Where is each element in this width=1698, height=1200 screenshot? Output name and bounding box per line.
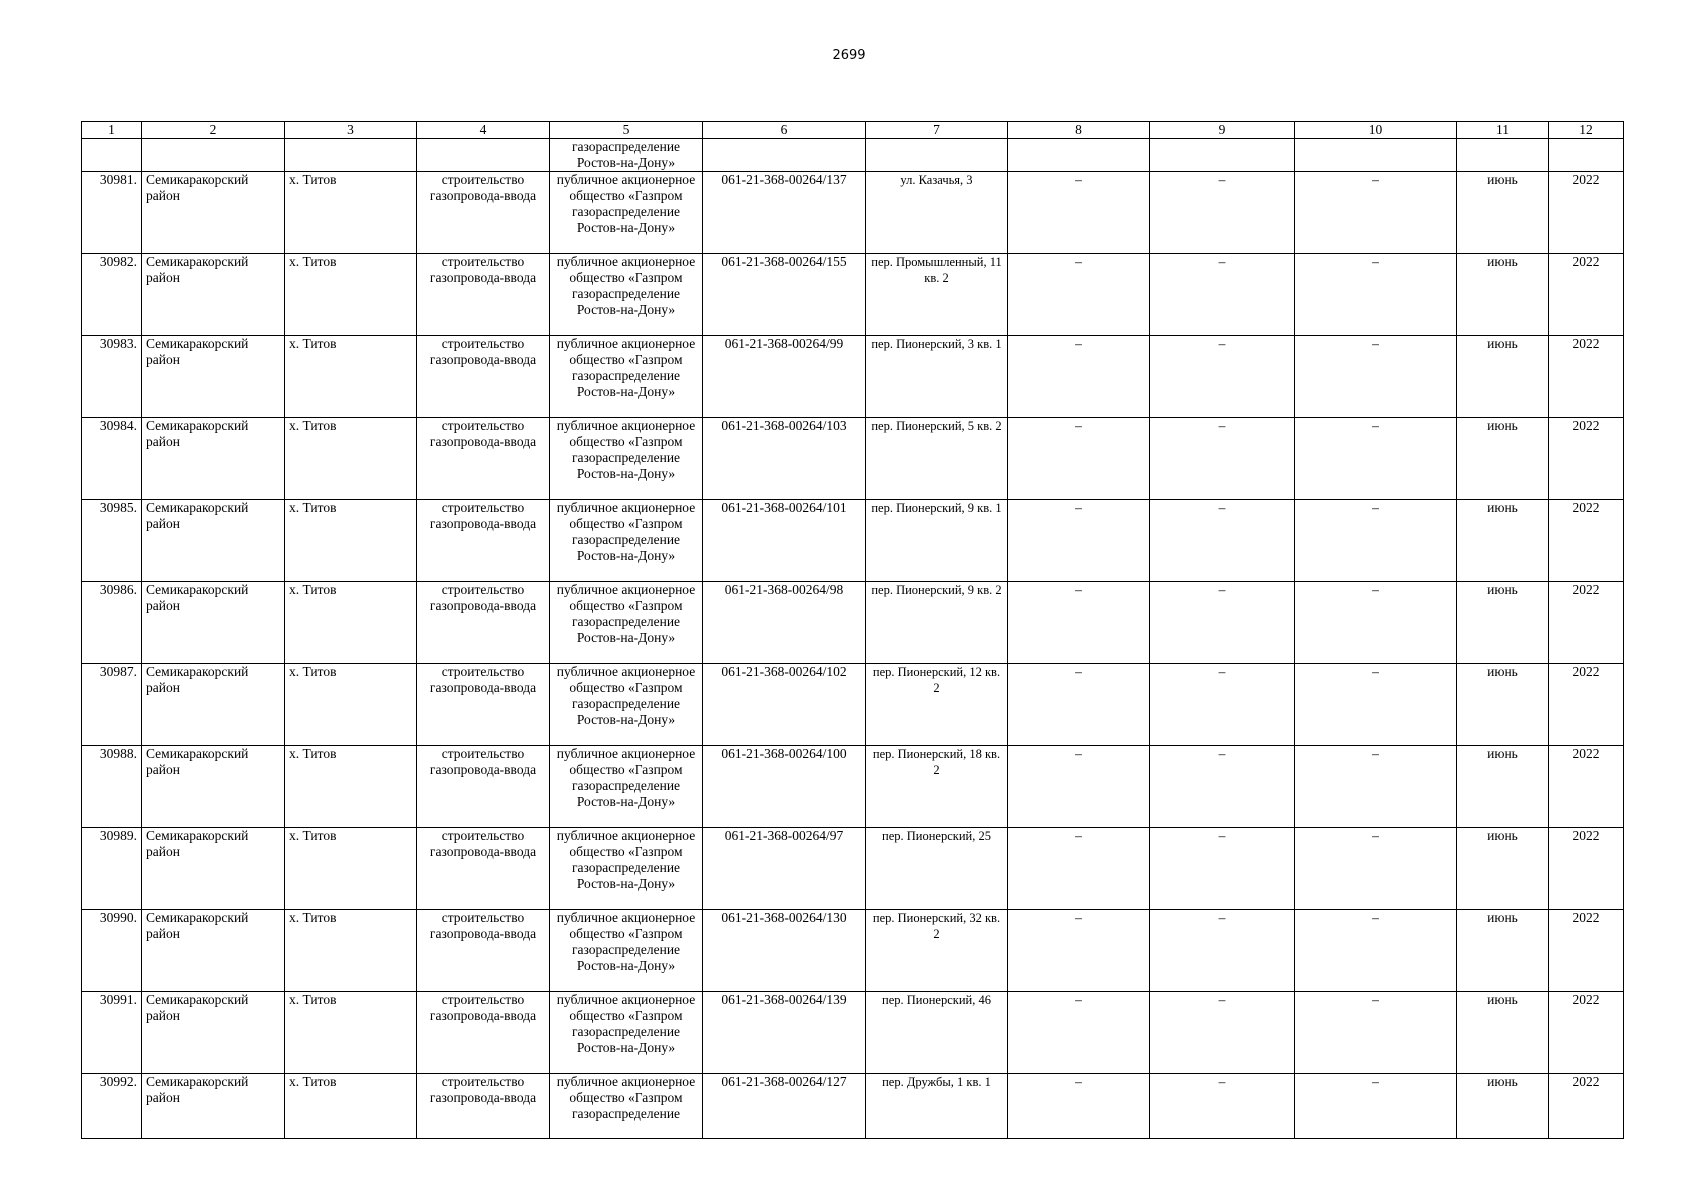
month-cell: июнь [1457,746,1549,828]
address-cell: пер. Пионерский, 12 кв. 2 [866,664,1008,746]
address-cell: пер. Пионерский, 32 кв. 2 [866,910,1008,992]
table-row [82,418,1624,500]
month-cell: июнь [1457,336,1549,418]
district-cell: Семикаракорский район [142,746,285,828]
work-type-cell: строительство газопровода-ввода [417,992,550,1074]
column-8-cell: – [1008,336,1150,418]
work-type-cell: строительство газопровода-ввода [417,746,550,828]
year-cell: 2022 [1549,418,1624,500]
address-cell: пер. Пионерский, 9 кв. 1 [866,500,1008,582]
year-cell: 2022 [1549,582,1624,664]
table-row [82,582,1624,664]
registration-code-cell: 061-21-368-00264/130 [703,910,866,992]
registration-code-cell: 061-21-368-00264/155 [703,254,866,336]
address-cell: пер. Пионерский, 25 [866,828,1008,910]
owner-cell: публичное акционерное общество «Газпром газораспределение Ростов-на-Дону» [550,582,703,664]
registration-code-cell: 061-21-368-00264/101 [703,500,866,582]
locality-cell: х. Титов [285,500,417,582]
locality-cell: х. Титов [285,172,417,254]
work-type-cell: строительство газопровода-ввода [417,418,550,500]
address-cell: пер. Пионерский, 18 кв. 2 [866,746,1008,828]
column-10-cell: – [1295,992,1457,1074]
year-cell: 2022 [1549,500,1624,582]
column-9-cell: – [1150,582,1295,664]
column-8-cell: – [1008,828,1150,910]
column-8-cell: – [1008,172,1150,254]
registration-code-cell: 061-21-368-00264/100 [703,746,866,828]
registration-code-cell: 061-21-368-00264/137 [703,172,866,254]
month-cell: июнь [1457,172,1549,254]
column-9-cell: – [1150,500,1295,582]
table-row [82,336,1624,418]
work-type-cell: строительство газопровода-ввода [417,828,550,910]
row-number-cell: 30989. [82,828,142,910]
address-cell: пер. Промышленный, 11 кв. 2 [866,254,1008,336]
column-9-cell: – [1150,910,1295,992]
registration-code-cell: 061-21-368-00264/139 [703,992,866,1074]
month-cell: июнь [1457,418,1549,500]
column-10-cell: – [1295,1074,1457,1139]
district-cell: Семикаракорский район [142,910,285,992]
column-8-cell: – [1008,664,1150,746]
row-number-cell: 30985. [82,500,142,582]
work-type-cell: строительство газопровода-ввода [417,500,550,582]
column-10-cell: – [1295,500,1457,582]
column-10-cell: – [1295,418,1457,500]
row-number-cell: 30983. [82,336,142,418]
column-header: 5 [550,122,703,139]
registration-code-cell: 061-21-368-00264/99 [703,336,866,418]
district-cell: Семикаракорский район [142,992,285,1074]
column-10-cell: – [1295,828,1457,910]
column-10-cell: – [1295,746,1457,828]
work-type-cell: строительство газопровода-ввода [417,1074,550,1139]
column-8-cell: – [1008,254,1150,336]
owner-cell: публичное акционерное общество «Газпром газораспределение Ростов-на-Дону» [550,254,703,336]
owner-cell: публичное акционерное общество «Газпром газораспределение Ростов-на-Дону» [550,500,703,582]
year-cell: 2022 [1549,910,1624,992]
table-row [82,746,1624,828]
owner-cell: публичное акционерное общество «Газпром газораспределение Ростов-на-Дону» [550,172,703,254]
column-9-cell: – [1150,992,1295,1074]
row-number-cell: 30988. [82,746,142,828]
column-number-header [82,122,1624,139]
year-cell: 2022 [1549,746,1624,828]
row-number-cell: 30981. [82,172,142,254]
locality-cell: х. Титов [285,664,417,746]
column-header: 11 [1457,122,1549,139]
column-10-cell: – [1295,582,1457,664]
table-row [82,828,1624,910]
district-cell: Семикаракорский район [142,1074,285,1139]
column-10-cell: – [1295,664,1457,746]
month-cell: июнь [1457,828,1549,910]
owner-cell: газораспределение Ростов-на-Дону» [550,139,703,172]
owner-cell: публичное акционерное общество «Газпром газораспределение Ростов-на-Дону» [550,418,703,500]
row-number-cell: 30984. [82,418,142,500]
column-9-cell: – [1150,336,1295,418]
column-header: 2 [142,122,285,139]
registration-code-cell: 061-21-368-00264/102 [703,664,866,746]
table-row [82,1074,1624,1139]
column-8-cell: – [1008,992,1150,1074]
column-9-cell: – [1150,1074,1295,1139]
address-cell: пер. Пионерский, 46 [866,992,1008,1074]
row-number-cell: 30987. [82,664,142,746]
column-header: 7 [866,122,1008,139]
district-cell: Семикаракорский район [142,254,285,336]
column-10-cell: – [1295,172,1457,254]
owner-cell: публичное акционерное общество «Газпром газораспределение Ростов-на-Дону» [550,992,703,1074]
table-row [82,172,1624,254]
work-type-cell: строительство газопровода-ввода [417,664,550,746]
column-8-cell: – [1008,582,1150,664]
address-cell: пер. Пионерский, 9 кв. 2 [866,582,1008,664]
column-header: 8 [1008,122,1150,139]
month-cell: июнь [1457,992,1549,1074]
column-9-cell: – [1150,828,1295,910]
work-type-cell: строительство газопровода-ввода [417,172,550,254]
locality-cell: х. Титов [285,254,417,336]
table-row [82,500,1624,582]
work-type-cell: строительство газопровода-ввода [417,254,550,336]
column-8-cell: – [1008,1074,1150,1139]
owner-cell: публичное акционерное общество «Газпром газораспределение Ростов-на-Дону» [550,336,703,418]
column-9-cell: – [1150,746,1295,828]
column-9-cell: – [1150,664,1295,746]
owner-cell: публичное акционерное общество «Газпром газораспределение Ростов-на-Дону» [550,828,703,910]
locality-cell: х. Титов [285,910,417,992]
district-cell: Семикаракорский район [142,336,285,418]
owner-cell: публичное акционерное общество «Газпром газораспределение Ростов-на-Дону» [550,910,703,992]
registration-code-cell: 061-21-368-00264/98 [703,582,866,664]
table-row [82,254,1624,336]
work-type-cell: строительство газопровода-ввода [417,582,550,664]
table-row [82,664,1624,746]
column-10-cell: – [1295,254,1457,336]
locality-cell: х. Титов [285,418,417,500]
column-8-cell: – [1008,500,1150,582]
column-header: 10 [1295,122,1457,139]
row-number-cell: 30990. [82,910,142,992]
month-cell: июнь [1457,582,1549,664]
column-header: 3 [285,122,417,139]
column-10-cell: – [1295,910,1457,992]
row-number-cell: 30986. [82,582,142,664]
work-type-cell: строительство газопровода-ввода [417,910,550,992]
column-header: 6 [703,122,866,139]
registration-code-cell: 061-21-368-00264/103 [703,418,866,500]
locality-cell: х. Титов [285,992,417,1074]
year-cell: 2022 [1549,254,1624,336]
year-cell: 2022 [1549,992,1624,1074]
page-number: 2699 [832,48,866,63]
work-type-cell: строительство газопровода-ввода [417,336,550,418]
year-cell: 2022 [1549,172,1624,254]
month-cell: июнь [1457,910,1549,992]
district-cell: Семикаракорский район [142,172,285,254]
locality-cell: х. Титов [285,336,417,418]
year-cell: 2022 [1549,1074,1624,1139]
month-cell: июнь [1457,500,1549,582]
year-cell: 2022 [1549,828,1624,910]
district-cell: Семикаракорский район [142,418,285,500]
address-cell: пер. Дружбы, 1 кв. 1 [866,1074,1008,1139]
column-9-cell: – [1150,254,1295,336]
column-header: 12 [1549,122,1624,139]
column-header: 4 [417,122,550,139]
address-cell: пер. Пионерский, 3 кв. 1 [866,336,1008,418]
address-cell: пер. Пионерский, 5 кв. 2 [866,418,1008,500]
district-cell: Семикаракорский район [142,828,285,910]
table-row [82,910,1624,992]
district-cell: Семикаракорский район [142,664,285,746]
month-cell: июнь [1457,254,1549,336]
table-body [82,139,1624,1139]
column-10-cell: – [1295,336,1457,418]
column-8-cell: – [1008,418,1150,500]
column-9-cell: – [1150,172,1295,254]
table-row [82,992,1624,1074]
owner-cell: публичное акционерное общество «Газпром газораспределение [550,1074,703,1139]
column-header: 9 [1150,122,1295,139]
year-cell: 2022 [1549,664,1624,746]
row-number-cell: 30991. [82,992,142,1074]
locality-cell: х. Титов [285,582,417,664]
row-number-cell: 30982. [82,254,142,336]
owner-cell: публичное акционерное общество «Газпром газораспределение Ростов-на-Дону» [550,746,703,828]
register-table [81,121,1624,1139]
address-cell: ул. Казачья, 3 [866,172,1008,254]
locality-cell: х. Титов [285,746,417,828]
locality-cell: х. Титов [285,1074,417,1139]
owner-cell: публичное акционерное общество «Газпром газораспределение Ростов-на-Дону» [550,664,703,746]
district-cell: Семикаракорский район [142,500,285,582]
locality-cell: х. Титов [285,828,417,910]
column-9-cell: – [1150,418,1295,500]
year-cell: 2022 [1549,336,1624,418]
column-8-cell: – [1008,746,1150,828]
column-header: 1 [82,122,142,139]
continuation-row [82,139,1624,172]
registration-code-cell: 061-21-368-00264/127 [703,1074,866,1139]
column-8-cell: – [1008,910,1150,992]
month-cell: июнь [1457,664,1549,746]
registration-code-cell: 061-21-368-00264/97 [703,828,866,910]
row-number-cell: 30992. [82,1074,142,1139]
district-cell: Семикаракорский район [142,582,285,664]
month-cell: июнь [1457,1074,1549,1139]
